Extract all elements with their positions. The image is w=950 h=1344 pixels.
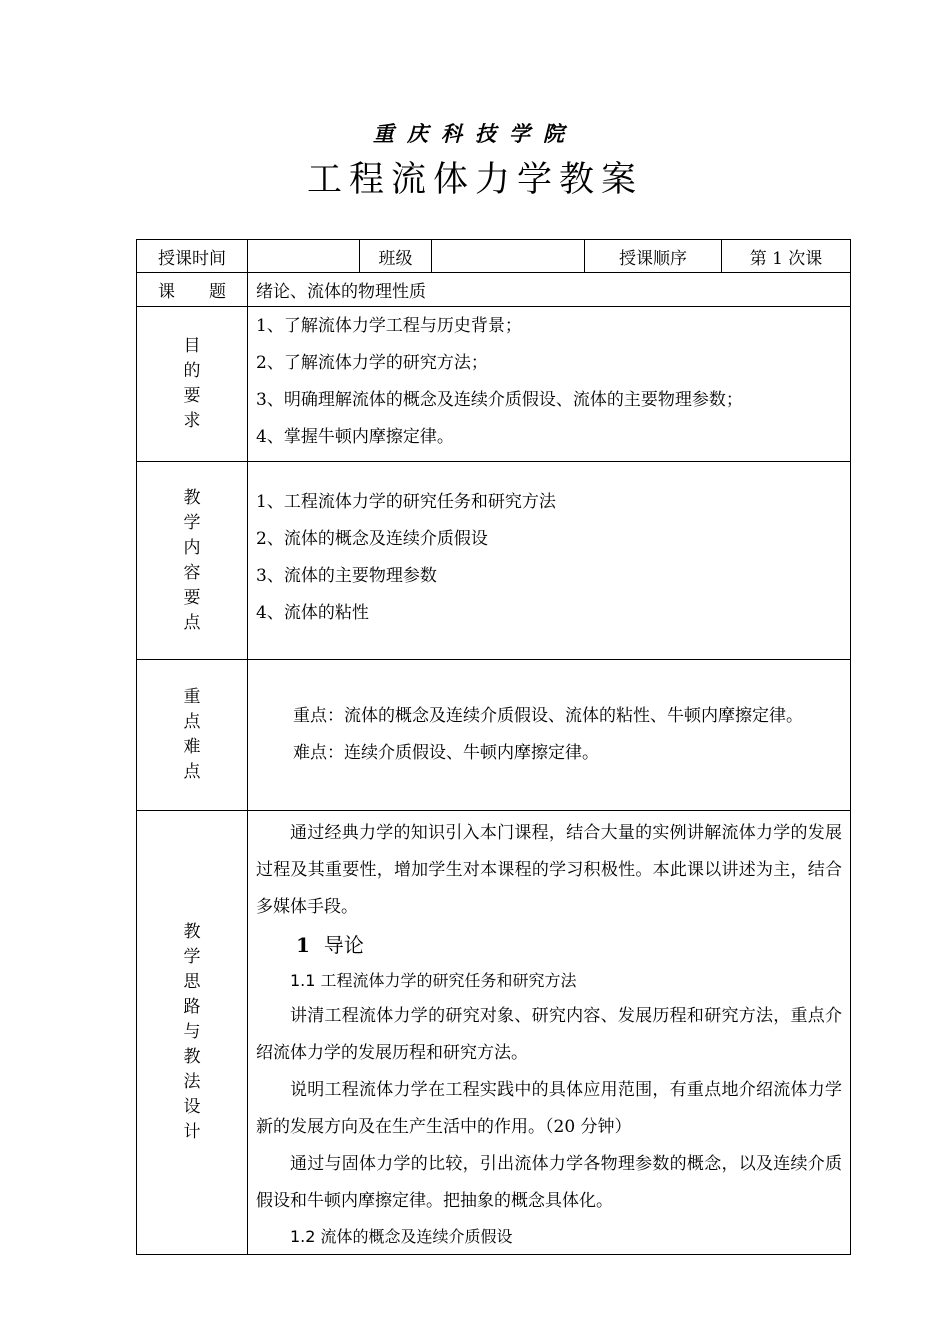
key-points-label: 重 点 难 点 [137,660,248,811]
class-value [432,240,585,273]
key-points-body [248,660,851,811]
paragraph: 讲清工程流体力学的研究对象、研究内容、发展历程和研究方法，重点介绍流体力学的发展历程和研究方法。 [256,1006,842,1063]
time-label: 授课时间 [137,240,248,273]
key-point: 重点：流体的概念及连续介质假设、流体的粘性、牛顿内摩擦定律。 [293,706,803,726]
method-intro: 通过经典力学的知识引入本门课程，结合大量的实例讲解流体力学的发展过程及其重要性，增加学生对本课程的学习积极性。本此课以讲述为主，结合多媒体手段。 [256,823,842,917]
paragraph: 通过与固体力学的比较，引出流体力学各物理参数的概念，以及连续介质假设和牛顿内摩擦定律。把抽象的概念具体化。 [256,1154,842,1211]
subsection-heading: 1.2 流体的概念及连续介质假设 [290,1227,513,1246]
topic-value: 绪论、流体的物理性质 [248,273,851,307]
topic-label: 课 题 [137,273,248,307]
list-item: 1、了解流体力学工程与历史背景； [256,316,522,336]
content-list [248,462,851,660]
school-name: 重庆科技学院 [373,121,577,146]
list-item: 4、掌握牛顿内摩擦定律。 [256,427,454,447]
list-item: 3、明确理解流体的概念及连续介质假设、流体的主要物理参数； [256,390,743,410]
method-body [248,811,851,1255]
time-value [248,240,360,273]
paragraph: 说明工程流体力学在工程实践中的具体应用范围，有重点地介绍流体力学新的发展方向及在生产生活中的作用。（20 分钟） [256,1080,842,1137]
objectives-label: 目 的 要 求 [137,307,248,462]
class-label: 班级 [360,240,432,273]
list-item: 4、流体的粘性 [256,603,369,623]
list-item: 1、工程流体力学的研究任务和研究方法 [256,492,556,512]
method-label: 教 学 思 路 与 教 法 设 计 [137,811,248,1255]
document-title: 工程流体力学教案 [306,160,643,200]
list-item: 3、流体的主要物理参数 [256,566,437,586]
list-item: 2、了解流体力学的研究方法； [256,353,488,373]
order-value: 第 1 次课 [722,240,851,273]
lesson-plan-table [136,239,851,1255]
order-label: 授课顺序 [585,240,722,273]
list-item: 2、流体的概念及连续介质假设 [256,529,488,549]
objectives-list [248,307,851,462]
difficult-point: 难点：连续介质假设、牛顿内摩擦定律。 [293,743,599,763]
subsection-heading: 1.1 工程流体力学的研究任务和研究方法 [290,971,577,990]
content-label: 教 学 内 容 要 点 [137,462,248,660]
section-heading: 1 导论 [296,933,364,957]
